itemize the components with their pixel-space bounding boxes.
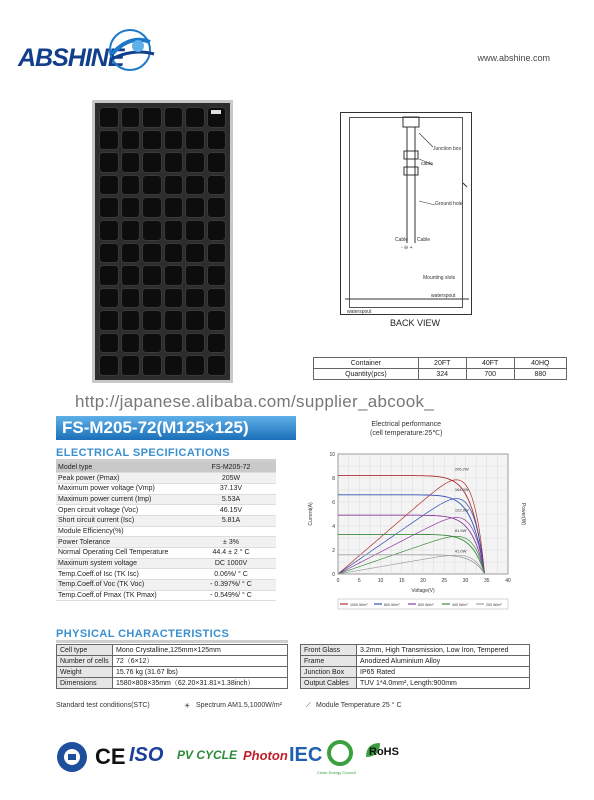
spec-label: Normal Operating Cell Temperature <box>56 548 186 559</box>
spec-value <box>186 526 276 537</box>
table-row <box>56 569 276 580</box>
spec-value: 3.2mm, High Transmission, Low Iron, Tempered <box>357 645 530 656</box>
spec-label: Open circuit voltage (Voc) <box>56 505 186 516</box>
spec-value: TUV 1*4.0mm², Length:900mm <box>357 678 530 689</box>
spec-value: 205W <box>186 473 276 484</box>
table-row <box>56 515 276 526</box>
x-tick-label: 25 <box>441 578 448 584</box>
table-row <box>57 656 288 667</box>
spec-value: 1580×808×35mm（62.20×31.81×1.38inch） <box>113 678 288 689</box>
model-banner: FS-M205-72(M125×125) <box>56 416 296 440</box>
globe-icon <box>100 24 160 80</box>
spec-value: 0.06%/ ° C <box>186 569 276 580</box>
ground-hole-label: Ground hole <box>435 201 463 207</box>
spec-value: 46.15V <box>186 505 276 516</box>
photon-icon: Photon <box>243 748 288 763</box>
legend-label: 600 W/m² <box>418 603 434 607</box>
spec-label: Model type <box>56 462 186 473</box>
spec-value: - 0.397%/ ° C <box>186 580 276 591</box>
tuv-cert-icon <box>55 740 89 774</box>
table-row <box>56 462 276 473</box>
table-cell: Quantity(pcs) <box>314 369 419 380</box>
table-row <box>301 645 530 656</box>
stc-spectrum: Spectrum AM1.5,1000W/m² <box>196 702 282 709</box>
spec-value: Anodized Aluminium Alloy <box>357 656 530 667</box>
spec-label: Temp.Coeff.of Isc (TK Isc) <box>56 569 186 580</box>
power-label: 41.0W <box>454 548 467 554</box>
spec-label: Maximum system voltage <box>56 558 186 569</box>
cable-label-left: Cable <box>395 237 409 243</box>
table-row <box>56 505 276 516</box>
table-cell: 40FT <box>466 358 514 369</box>
spec-value: Mono Crystalline,125mm×125mm <box>113 645 288 656</box>
y-tick-label: 8 <box>332 476 335 482</box>
legend-label: 1000 W/m² <box>350 603 368 607</box>
table-row <box>314 358 567 369</box>
y2-axis-label: Power(W) <box>520 502 526 526</box>
legend-label: 200 W/m² <box>486 603 502 607</box>
chart-title-line-2: (cell temperature:25℃) <box>370 430 443 437</box>
table-row <box>56 526 276 537</box>
table-row <box>57 645 288 656</box>
table-row <box>56 590 276 601</box>
spec-label: Front Glass <box>301 645 357 656</box>
spec-label: Short circuit current (Isc) <box>56 515 186 526</box>
table-row <box>57 678 288 689</box>
spec-label: Cell type <box>57 645 113 656</box>
x-tick-label: 40 <box>505 578 511 584</box>
x-tick-label: 5 <box>357 578 361 584</box>
table-row <box>301 656 530 667</box>
panel-frame <box>92 100 233 383</box>
x-tick-label: 0 <box>336 578 340 584</box>
watermark-url: http://japanese.alibaba.com/supplier_abcook_ <box>75 392 435 411</box>
spec-label: Dimensions <box>57 678 113 689</box>
x-tick-label: 30 <box>462 578 469 584</box>
spec-label: Temp.Coeff.of Pmax (TK Pmax) <box>56 590 186 601</box>
table-row <box>56 494 276 505</box>
spec-value: 44.4 ± 2 ° C <box>186 548 276 559</box>
spec-value: ± 3% <box>186 537 276 548</box>
iv-curve-chart <box>300 450 530 620</box>
spec-label: Number of cells <box>57 656 113 667</box>
spec-label: Module Efficiency(%) <box>56 526 186 537</box>
table-row <box>301 667 530 678</box>
table-row <box>56 548 276 559</box>
thermometer-icon: ⟋ <box>306 702 311 709</box>
power-label: 205.2W <box>454 466 469 472</box>
table-row <box>301 678 530 689</box>
spec-label: Frame <box>301 656 357 667</box>
spec-value: - 0.549%/ ° C <box>186 590 276 601</box>
y-tick-label: 6 <box>332 500 335 506</box>
stc-label: Standard test conditions(STC) <box>56 702 150 709</box>
junction-box-label: Junction box <box>433 146 462 152</box>
back-view-title: BACK VIEW <box>390 318 441 328</box>
table-cell: 880 <box>514 369 566 380</box>
rohs-cert-icon: RoHS <box>369 746 399 758</box>
cable-label-right: Cable <box>417 237 431 243</box>
clean-energy-council-label: Clean Energy Council <box>317 770 356 775</box>
electrical-spec-title: ELECTRICAL SPECIFICATIONS <box>56 447 230 459</box>
spec-label: Junction Box <box>301 667 357 678</box>
spec-label: Peak power (Pmax) <box>56 473 186 484</box>
spec-label: Weight <box>57 667 113 678</box>
table-row <box>56 473 276 484</box>
physical-spec-table-left <box>56 644 288 689</box>
spec-label: Power Tolerance <box>56 537 186 548</box>
x-tick-label: 15 <box>398 578 405 584</box>
stc-temperature: Module Temperature 25 ° C <box>316 702 402 709</box>
spec-value: DC 1000V <box>186 558 276 569</box>
table-cell: Container <box>314 358 419 369</box>
cable-label-top: cable <box>421 161 433 167</box>
x-tick-label: 20 <box>420 578 426 584</box>
section-divider <box>56 640 288 643</box>
y-tick-label: 0 <box>332 572 335 578</box>
power-label: 81.9W <box>454 527 467 533</box>
y-axis-label: Current(A) <box>308 502 314 526</box>
chart-title <box>370 420 442 438</box>
table-row <box>314 369 567 380</box>
sun-icon: ☀ <box>184 703 191 710</box>
container-quantity-table <box>313 357 567 380</box>
table-row <box>57 667 288 678</box>
legend-label: 800 W/m² <box>384 603 400 607</box>
electrical-spec-table <box>56 462 276 601</box>
table-cell: 700 <box>466 369 514 380</box>
panel-label <box>211 110 221 114</box>
spec-value: 37.13V <box>186 483 276 494</box>
waterspout-label-right: waterspout <box>431 293 456 299</box>
table-row <box>56 483 276 494</box>
y-tick-label: 2 <box>332 548 335 554</box>
table-cell: 324 <box>418 369 466 380</box>
spec-value: 5.81A <box>186 515 276 526</box>
power-label: 122.9W <box>454 507 469 513</box>
ce-cert-icon: CE <box>95 744 126 769</box>
table-cell: 40HQ <box>514 358 566 369</box>
iec-cert-icon: IEC <box>289 744 323 766</box>
spec-value: 5.53A <box>186 494 276 505</box>
y-tick-label: 4 <box>332 524 335 530</box>
spec-label: Output Cables <box>301 678 357 689</box>
y-tick-label: 10 <box>329 452 335 458</box>
spec-value: 72（6×12） <box>113 656 288 667</box>
power-label: 164.0W <box>454 486 469 492</box>
back-view-diagram <box>340 112 472 315</box>
spec-label: Maximum power voltage (Vmp) <box>56 483 186 494</box>
spec-value: 15.76 kg (31.67 lbs) <box>113 667 288 678</box>
clean-energy-council-icon <box>327 740 353 766</box>
x-tick-label: 35 <box>483 578 490 584</box>
spec-label: Temp.Coeff.of Voc (TK Voc) <box>56 580 186 591</box>
x-axis-label: Voltage(V) <box>411 588 435 594</box>
table-cell: 20FT <box>418 358 466 369</box>
pv-cycle-icon: PV CYCLE <box>177 748 238 762</box>
solar-panel-front-image <box>92 100 233 383</box>
physical-spec-title: PHYSICAL CHARACTERISTICS <box>56 628 230 640</box>
table-row <box>56 537 276 548</box>
certification-logos <box>55 738 535 788</box>
waterspout-label-left: waterspout <box>347 309 372 315</box>
physical-spec-table-right <box>300 644 530 689</box>
spec-label: Maximum power current (Imp) <box>56 494 186 505</box>
mounting-slots-label: Mounting slots <box>423 275 456 281</box>
spec-value: IP65 Rated <box>357 667 530 678</box>
legend-label: 400 W/m² <box>452 603 468 607</box>
x-tick-label: 10 <box>377 578 384 584</box>
spec-value: FS-M205-72 <box>186 462 276 473</box>
chart-title-line-1: Electrical performance <box>371 421 442 428</box>
brand-logo <box>18 24 168 80</box>
iso-cert-icon: ISO <box>129 744 164 766</box>
back-view-drawing <box>341 113 473 316</box>
website-link[interactable]: www.abshine.com <box>477 53 550 63</box>
table-row <box>56 558 276 569</box>
brand-name: ABSHINE <box>18 44 124 72</box>
table-row <box>56 580 276 591</box>
polarity-label: - ⊖ + <box>401 245 413 251</box>
